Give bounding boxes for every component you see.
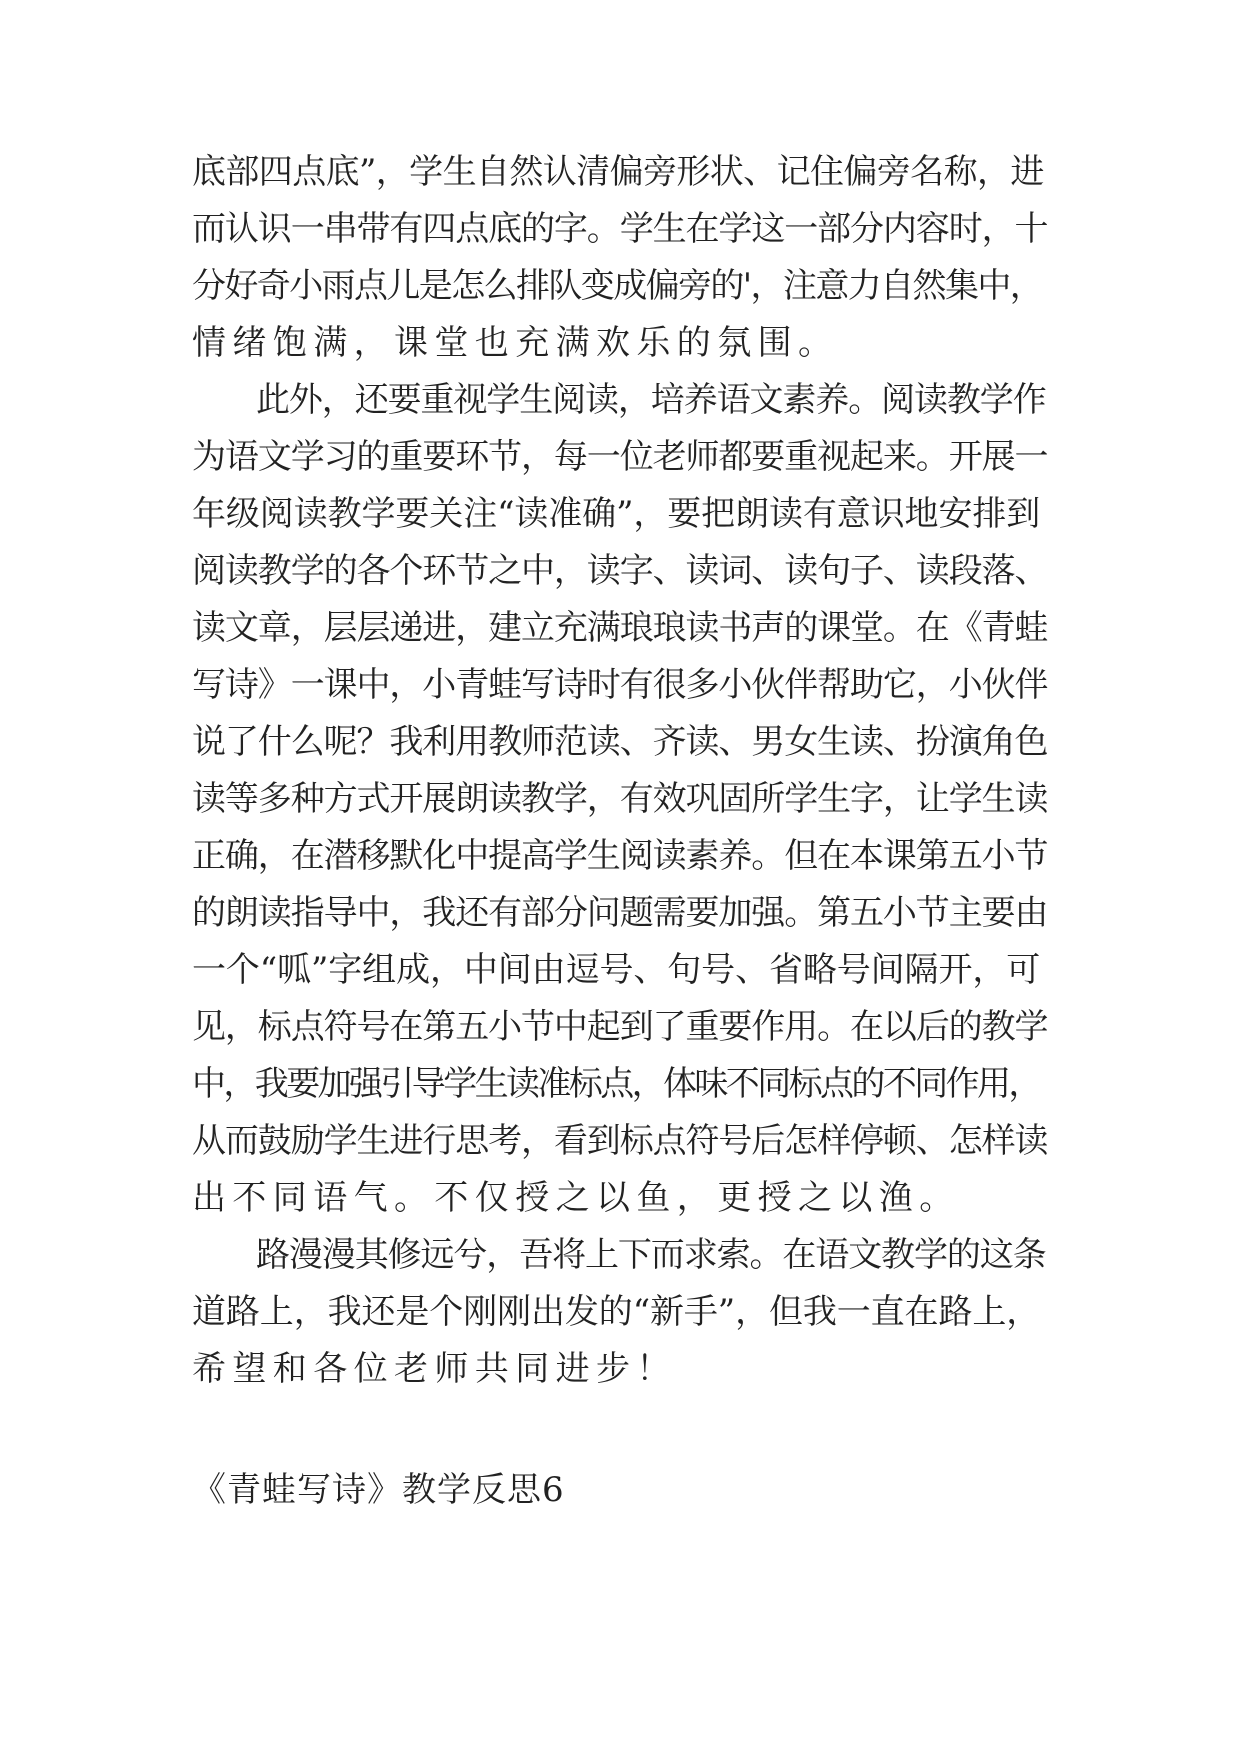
section-title: 《青蛙写诗》教学反思6: [192, 1470, 565, 1510]
text-line: 说了什么呢？我利用教师范读、齐读、男女生读、扮演角色: [192, 722, 1048, 762]
text-line: 读等多种方式开展朗读教学，有效巩固所学生字，让学生读: [192, 779, 1048, 819]
text-line: 情绪饱满，课堂也充满欢乐的氛围。: [192, 323, 839, 363]
text-line: 此外，还要重视学生阅读，培养语文素养。阅读教学作: [256, 380, 1046, 420]
text-line: 希望和各位老师共同进步！: [192, 1349, 677, 1389]
text-line: 底部四点底”，学生自然认清偏旁形状、记住偏旁名称，进: [192, 152, 1044, 192]
text-line: 阅读教学的各个环节之中，读字、读词、读句子、读段落、: [192, 551, 1048, 591]
text-line: 读文章，层层递进，建立充满琅琅读书声的课堂。在《青蛙: [192, 608, 1048, 648]
text-line: 而认识一串带有四点底的字。学生在学这一部分内容时，十: [192, 209, 1048, 249]
text-line: 见，标点符号在第五小节中起到了重要作用。在以后的教学: [192, 1007, 1048, 1047]
text-line: 正确，在潜移默化中提高学生阅读素养。但在本课第五小节: [192, 836, 1048, 876]
text-line: 路漫漫其修远兮，吾将上下而求索。在语文教学的这条: [256, 1235, 1046, 1275]
text-line: 出不同语气。不仅授之以鱼，更授之以渔。: [192, 1178, 960, 1218]
text-line: 中，我要加强引导学生读准标点，体味不同标点的不同作用，: [192, 1064, 1040, 1104]
text-line: 一个“呱”字组成，中间由逗号、句号、省略号间隔开，可: [192, 950, 1041, 990]
text-line: 年级阅读教学要关注“读准确”，要把朗读有意识地安排到: [192, 494, 1041, 534]
text-line: 写诗》一课中，小青蛙写诗时有很多小伙伴帮助它，小伙伴: [192, 665, 1048, 705]
text-line: 从而鼓励学生进行思考，看到标点符号后怎样停顿、怎样读: [192, 1121, 1048, 1161]
text-line: 道路上，我还是个刚刚出发的“新手”，但我一直在路上，: [192, 1292, 1041, 1332]
text-line: 的朗读指导中，我还有部分问题需要加强。第五小节主要由: [192, 893, 1048, 933]
text-line: 分好奇小雨点儿是怎么排队变成偏旁的'，注意力自然集中，: [192, 266, 1043, 306]
text-line: 为语文学习的重要环节，每一位老师都要重视起来。开展一: [192, 437, 1048, 477]
